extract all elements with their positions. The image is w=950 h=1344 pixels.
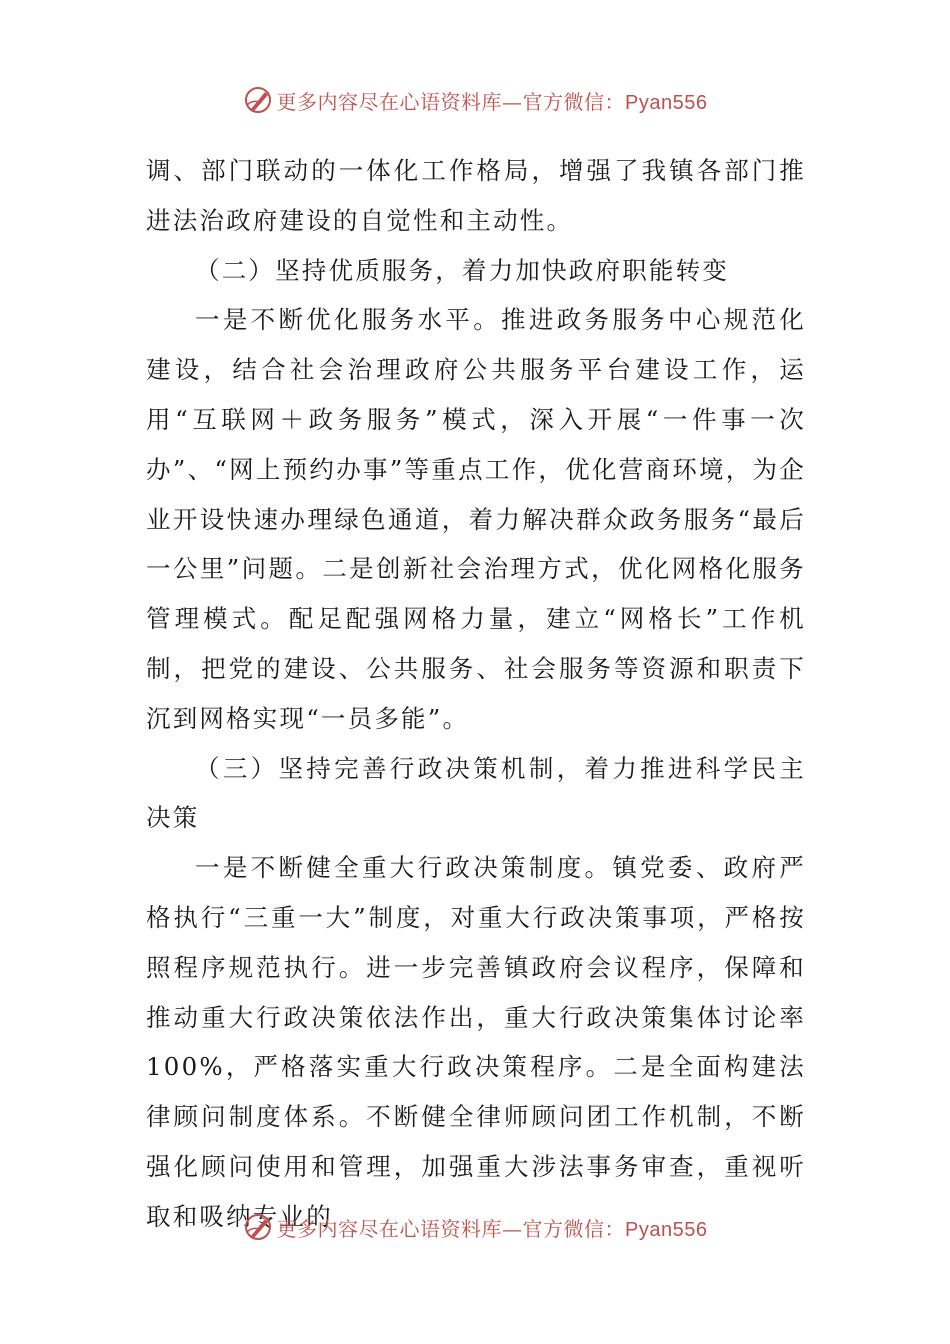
header-banner-text: 更多内容尽在心语资料库—官方微信：Pyan556 (276, 89, 708, 114)
header-wechat-id: Pyan556 (625, 91, 708, 114)
pen-logo-icon (243, 85, 273, 115)
section-heading-3: （三）坚持完善行政决策机制，着力推进科学民主决策 (146, 753, 806, 833)
footer-wechat-id: Pyan556 (625, 1218, 708, 1241)
paragraph-service: 一是不断优化服务水平。推进政务服务中心规范化建设，结合社会治理政府公共服务平台建设工作，运用“互联网＋政务服务”模式，深入开展“一件事一次办”、“网上预约办事”等重点工作，优化营商环境，为企业开设快速办理绿色通道，着力解决群众政务服务“最后一公里”问题。二是创新社会治理方式，优化网格化服务管理模式。配足配强网格力量，建立“网格长”工作机制，把党的建设、公共服务、社会服务等资源和职责下沉到网格实现“一员多能”。 (146, 305, 806, 733)
footer-banner-text: 更多内容尽在心语资料库—官方微信：Pyan556 (276, 1216, 708, 1241)
section-heading-2: （二）坚持优质服务，着力加快政府职能转变 (195, 255, 729, 285)
paragraph-continuation: 调、部门联动的一体化工作格局，增强了我镇各部门推进法治政府建设的自觉性和主动性。 (146, 156, 806, 235)
footer-banner (0, 1207, 950, 1247)
paragraph-decision: 一是不断健全重大行政决策制度。镇党委、政府严格执行“三重一大”制度，对重大行政决策事项，严格按照程序规范执行。进一步完善镇政府会议程序，保障和推动重大行政决策依法作出，重大行政决策集体讨论率100%，严格落实重大行政决策程序。二是全面构建法律顾问制度体系。不断健全律师顾问团工作机制，不断强化顾问使用和管理，加强重大涉法事务审查，重视听取和吸纳专业的 (146, 853, 806, 1231)
document-body (146, 146, 806, 1242)
pen-logo-icon (243, 1212, 273, 1242)
header-banner (0, 80, 950, 120)
